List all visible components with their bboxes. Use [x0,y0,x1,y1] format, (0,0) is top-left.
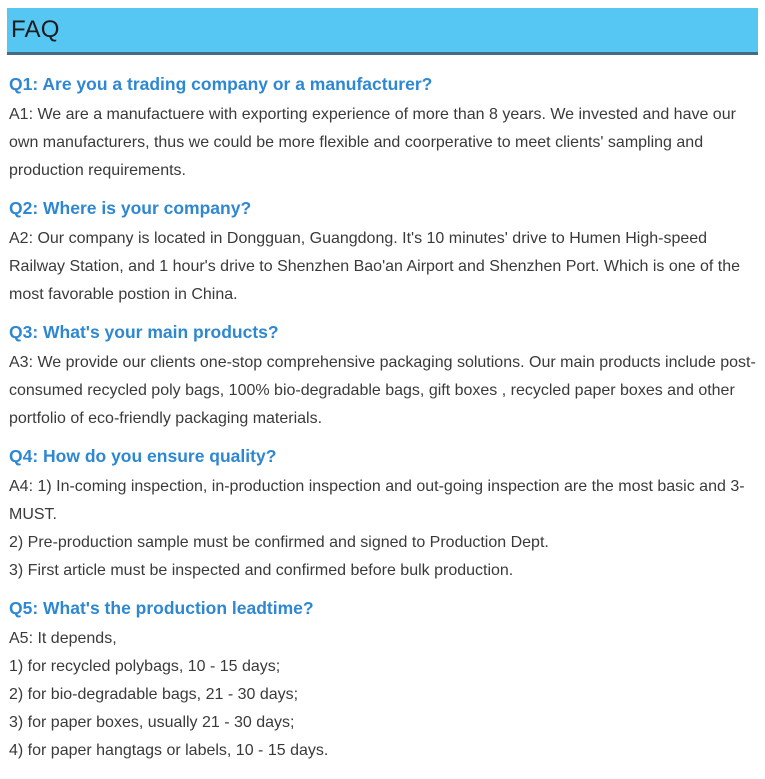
faq-section-q4 [9,446,757,585]
faq-answer-line: 3) for paper boxes, usually 21 - 30 days; [9,714,295,731]
faq-question-q5: Q5: What's the production leadtime? [9,598,314,618]
faq-answer-line: 4) for paper hangtags or labels, 10 - 15 days. [9,742,329,759]
faq-answer-line: 1) for recycled polybags, 10 - 15 days; [9,658,281,675]
faq-section-q2 [9,198,757,309]
faq-question-q1: Q1: Are you a trading company or a manufacturer? [9,74,433,94]
faq-answer-line: 2) for bio-degradable bags, 21 - 30 days; [9,686,299,703]
faq-answer-line: A5: It depends, [9,630,117,647]
faq-header-title: FAQ [11,16,60,43]
faq-content [0,74,765,779]
faq-answer-line: 3) First article must be inspected and confirmed before bulk production. [9,562,514,579]
faq-answer-line: A4: 1) In-coming inspection, in-production inspection and out-going inspection are the most basic and 3-MUST. [9,478,745,523]
faq-section-q5 [9,598,757,765]
faq-answer-line: A3: We provide our clients one-stop comprehensive packaging solutions. Our main products include post-consumed recycled poly bags, 100% bio-degradable bags, gift boxes , recycled paper boxes and other portfolio of eco-friendly packaging materials. [9,354,756,427]
faq-question-q2: Q2: Where is your company? [9,198,252,218]
faq-header-bar [7,8,758,55]
faq-answer-line: A2: Our company is located in Dongguan, Guangdong. It's 10 minutes' drive to Humen High-speed Railway Station, and 1 hour's drive to Shenzhen Bao'an Airport and Shenzhen Port. Which is one of the most favorable postion in China. [9,230,740,303]
faq-page [0,8,765,779]
faq-section-q3 [9,322,757,433]
faq-section-q1 [9,74,757,185]
faq-question-q4: Q4: How do you ensure quality? [9,446,277,466]
faq-question-q3: Q3: What's your main products? [9,322,279,342]
faq-answer-line: 2) Pre-production sample must be confirmed and signed to Production Dept. [9,534,549,551]
faq-answer-line: A1: We are a manufactuere with exporting experience of more than 8 years. We invested and have our own manufacturers, thus we could be more flexible and coorperative to meet clients' sampling and production requirements. [9,106,736,179]
